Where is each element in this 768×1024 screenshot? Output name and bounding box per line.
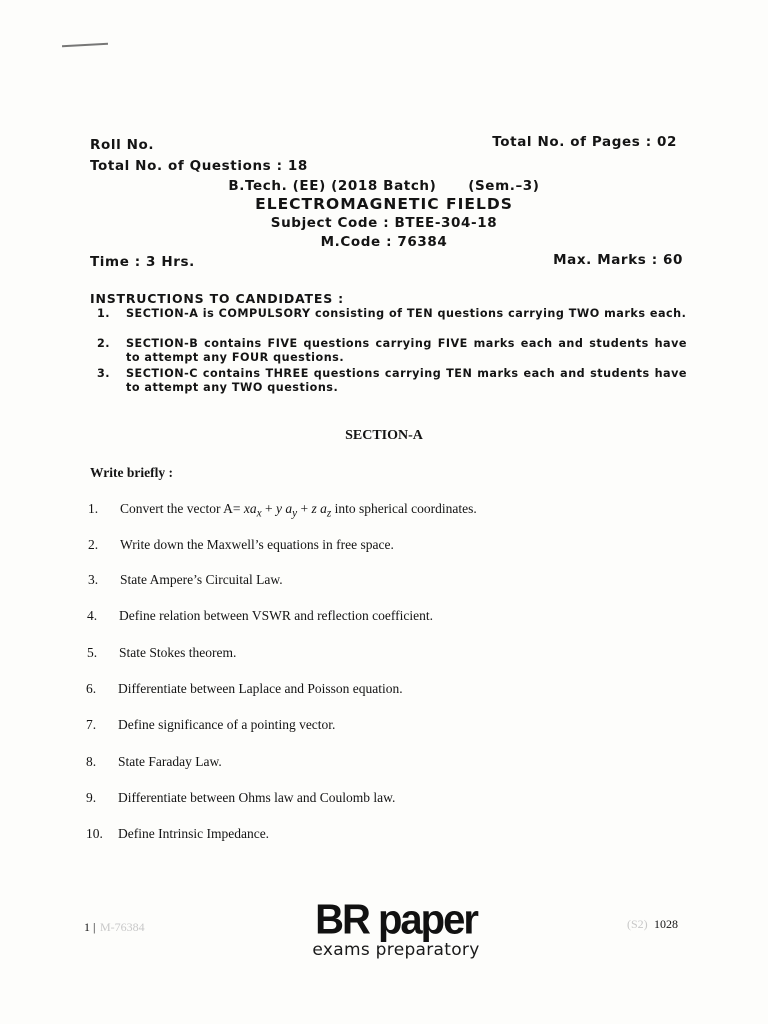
question-text: Define Intrinsic Impedance. [118, 826, 270, 841]
footer-code: 1028 [654, 917, 678, 931]
question-number: 4. [87, 608, 98, 623]
question-text: State Stokes theorem. [119, 645, 237, 660]
question-text: Define significance of a pointing vector. [118, 717, 336, 732]
question-number: 2. [88, 537, 99, 552]
page-number: 1 | [84, 920, 96, 934]
question-number: 3. [88, 572, 99, 587]
question-text: Define relation between VSWR and reflection coefficient. [119, 608, 434, 623]
instruction-number: 2. [97, 337, 111, 350]
question-number: 9. [86, 790, 97, 805]
question-text: Differentiate between Ohms law and Coulomb law. [118, 790, 396, 805]
logo-tagline: exams preparatory [312, 940, 480, 960]
question-text: Differentiate between Laplace and Poisson equation. [118, 681, 403, 696]
question-number: 10. [86, 826, 103, 841]
m-code: M.Code : 76384 [320, 234, 448, 250]
question-text: Write down the Maxwell’s equations in free space. [120, 537, 394, 552]
time-allowed: Time : 3 Hrs. [90, 254, 195, 270]
instruction-text: SECTION-C contains THREE questions carrying TEN marks each and students have to attempt any TWO questions. [126, 367, 687, 394]
paper-title: ELECTROMAGNETIC FIELDS [255, 195, 513, 213]
logo-main-text: BR paper [315, 896, 477, 944]
course-batch: B.Tech. (EE) (2018 Batch) (Sem.–3) [228, 178, 540, 194]
pen-mark [62, 43, 108, 47]
instruction-item [97, 367, 687, 395]
question-number: 8. [86, 754, 97, 769]
total-pages: Total No. of Pages : 02 [492, 134, 677, 150]
question-number: 1. [88, 501, 99, 516]
instruction-item [97, 307, 687, 321]
section-a-heading: SECTION-A [345, 428, 423, 443]
question-text: State Faraday Law. [118, 754, 222, 769]
question-number: 7. [86, 717, 97, 732]
total-questions: Total No. of Questions : 18 [90, 158, 308, 174]
instruction-text: SECTION-B contains FIVE questions carrying FIVE marks each and students have to attempt any FOUR questions. [126, 337, 687, 364]
vector-formula: $xa_x + y$ $a_y + z$ $a_z$ [243, 501, 332, 520]
max-marks: Max. Marks : 60 [553, 252, 683, 268]
faint-set-code: (S2) [627, 917, 648, 931]
roll-no-label: Roll No. [90, 137, 155, 153]
instruction-text: SECTION-A is COMPULSORY consisting of TEN questions carrying TWO marks each. [126, 307, 687, 320]
question-number: 6. [86, 681, 97, 696]
faint-paper-code: M-76384 [100, 920, 145, 934]
question-number: 5. [87, 645, 98, 660]
instruction-number: 1. [97, 307, 111, 320]
instructions-title: INSTRUCTIONS TO CANDIDATES : [90, 291, 344, 306]
instruction-item [97, 337, 687, 365]
instruction-number: 3. [97, 367, 111, 380]
question-text-end: into spherical coordinates. [331, 501, 477, 516]
subject-code: Subject Code : BTEE-304-18 [270, 215, 498, 231]
question-text-start: Convert the vector A= [120, 501, 244, 516]
br-paper-logo [308, 896, 484, 960]
question-text [120, 501, 477, 520]
write-briefly-label: Write briefly : [90, 465, 173, 480]
question-text: State Ampere’s Circuital Law. [120, 572, 283, 587]
